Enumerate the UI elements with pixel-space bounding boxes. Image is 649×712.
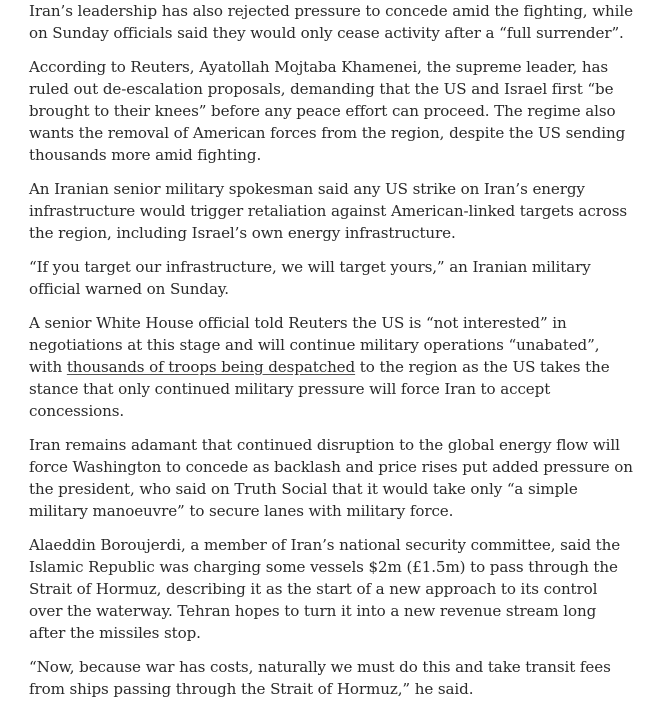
- article-body: [29, 0, 633, 712]
- paragraph-white-house: [29, 312, 633, 422]
- paragraph-khamenei-demands: According to Reuters, Ayatollah Mojtaba Khamenei, the supreme leader, has ruled out de-escalation proposals, demanding that the US and Israel first “be brought to their knees” before any peace effort can proceed. The regime also wants the removal of American forces from the region, despite the US sending thousands more amid fighting.: [29, 58, 626, 164]
- paragraph-white-house-after: to the region as the US takes the stance that only continued military pressure will force Iran to accept concessions.: [29, 358, 610, 420]
- paragraph-energy-disruption: Iran remains adamant that continued disruption to the global energy flow will force Washington to concede as backlash and price rises put added pressure on the president, who said on Truth Social that it would take only “a simple military manoeuvre” to secure lanes with military force.: [29, 436, 633, 520]
- troops-despatched-link[interactable]: thousands of troops being despatched: [66, 358, 356, 376]
- paragraph-spokesman-warning: An Iranian senior military spokesman said any US strike on Iran’s energy infrastructure would trigger retaliation against American-linked targets across the region, including Israel’s own energy infrastructure.: [29, 180, 628, 242]
- paragraph-transit-fees-quote: “Now, because war has costs, naturally we must do this and take transit fees from ships passing through the Strait of Hormuz,” he said.: [29, 658, 611, 698]
- paragraph-leadership-rejects-pressure: Iran’s leadership has also rejected pressure to concede amid the fighting, while on Sunday officials said they would only cease activity after a “full surrender”.: [29, 2, 633, 42]
- paragraph-white-house-before: A senior White House official told Reuters the US is “not interested” in negotiations at this stage and will continue military operations “unabated”, with: [29, 314, 600, 376]
- paragraph-boroujerdi: Alaeddin Boroujerdi, a member of Iran’s national security committee, said the Islamic Republic was charging some vessels $2m (£1.5m) to pass through the Strait of Hormuz, describing it as the start of a new approach to its control over the waterway. Tehran hopes to turn it into a new revenue stream long after the missiles stop.: [29, 536, 621, 642]
- paragraph-official-quote: “If you target our infrastructure, we will target yours,” an Iranian military official warned on Sunday.: [29, 258, 591, 298]
